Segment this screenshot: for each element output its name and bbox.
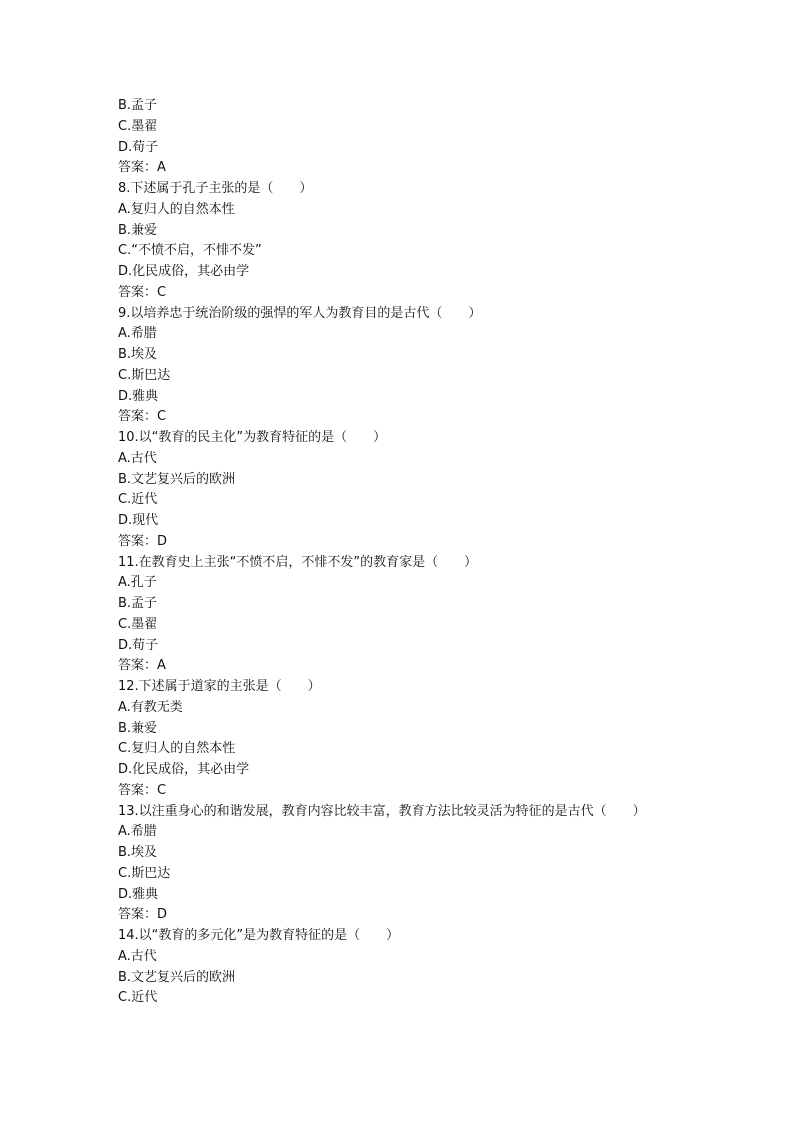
option-line: A.古代 — [118, 948, 157, 964]
option-line: B.兼爱 — [118, 720, 158, 736]
text-line: D.荀子 — [118, 139, 159, 155]
question-line: 12.下述属于道家的主张是（ ） — [118, 679, 321, 694]
option-line: A.希腊 — [118, 326, 157, 342]
option-line: C.斯巴达 — [118, 865, 171, 881]
option-line: A.古代 — [118, 450, 157, 466]
option-line: B.兼爱 — [118, 222, 158, 238]
question-line: 9.以培养忠于统治阶级的强悍的军人为教育目的是古代（ ） — [118, 305, 482, 321]
question-line: 11.在教育史上主张“不愤不启，不悱不发”的教育家是（ ） — [118, 554, 478, 570]
question-line: 10.以“教育的民主化”为教育特征的是（ ） — [118, 430, 387, 445]
answer-line: 答案：C — [118, 409, 167, 425]
option-line: C.近代 — [118, 990, 158, 1006]
option-line: A.有教无类 — [118, 699, 183, 715]
option-line: B.文艺复兴后的欧洲 — [118, 969, 236, 985]
option-line: B.孟子 — [118, 596, 158, 611]
answer-line: 答案：C — [118, 284, 167, 300]
answer-line: 答案：C — [118, 782, 167, 798]
option-line: D.化民成俗，其必由学 — [118, 264, 250, 279]
text-line: C.墨翟 — [118, 118, 158, 134]
question-line: 8.下述属于孔子主张的是（ ） — [118, 181, 313, 196]
option-line: A.希腊 — [118, 824, 157, 840]
option-line: B.埃及 — [118, 845, 158, 860]
option-line: D.雅典 — [118, 886, 159, 902]
option-line: A.复归人的自然本性 — [118, 201, 235, 217]
option-line: C.“不愤不启，不悱不发” — [118, 243, 262, 259]
option-line: D.化民成俗，其必由学 — [118, 762, 250, 777]
answer-line: 答案：D — [118, 533, 168, 549]
option-line: C.墨翟 — [118, 616, 158, 632]
answer-line: 答案：D — [118, 907, 168, 923]
text-line: B.孟子 — [118, 98, 158, 113]
answer-line: 答案：A — [118, 658, 166, 674]
question-line: 13.以注重身心的和谐发展，教育内容比较丰富，教育方法比较灵活为特征的是古代（ ） — [118, 803, 646, 819]
option-line: C.复归人的自然本性 — [118, 741, 236, 757]
option-line: B.文艺复兴后的欧洲 — [118, 471, 236, 487]
question-text — [118, 96, 738, 1009]
answer-line: 答案：A — [118, 160, 166, 176]
option-line: D.现代 — [118, 513, 159, 528]
option-line: D.荀子 — [118, 637, 159, 653]
option-line: B.埃及 — [118, 347, 158, 362]
option-line: D.雅典 — [118, 388, 159, 404]
option-line: C.斯巴达 — [118, 367, 171, 383]
option-line: A.孔子 — [118, 575, 157, 591]
question-line: 14.以“教育的多元化”是为教育特征的是（ ） — [118, 928, 400, 943]
option-line: C.近代 — [118, 492, 158, 508]
